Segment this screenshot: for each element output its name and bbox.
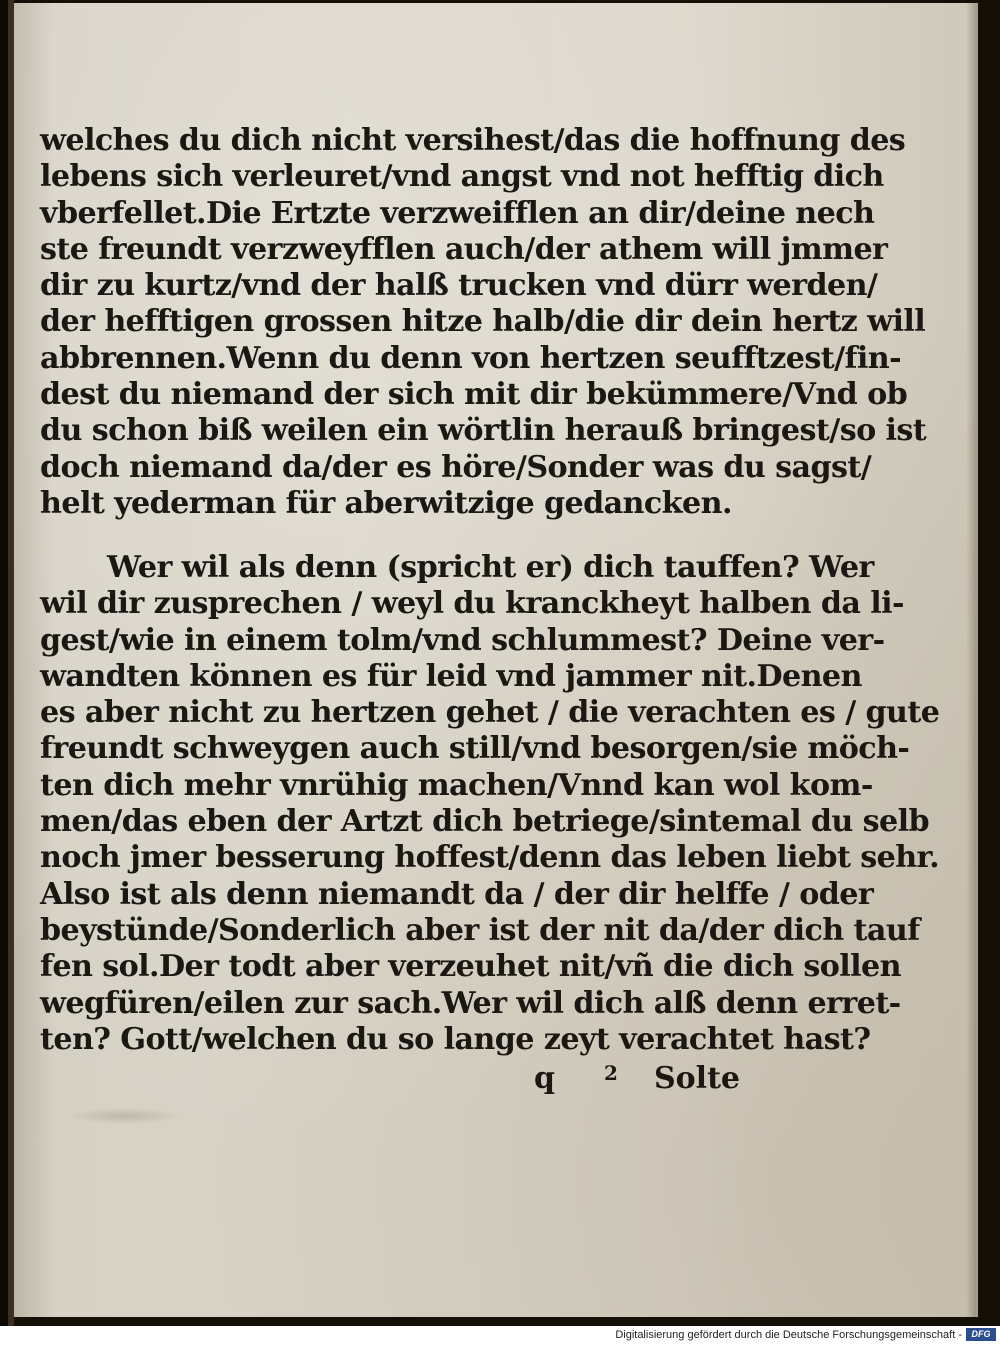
text-line: der hefftigen grossen hitze halb/die dir dein hertz will — [40, 304, 926, 340]
paragraph-1 — [40, 123, 927, 522]
text-line: beystünde/Sonderlich aber ist der nit da/der dich tauf — [40, 912, 920, 948]
paragraph-2 — [40, 550, 940, 1058]
ink-smudge — [64, 1108, 184, 1124]
text-line: Also ist als denn niemandt da / der dir helffe / oder — [40, 876, 874, 912]
text-line: freundt schweygen auch still/vnd besorgen/sie möch- — [40, 731, 910, 767]
text-line: es aber nicht zu hertzen gehet / die verachten es / gute — [40, 695, 940, 731]
text-line: vberfellet.Die Ertzte verzweifflen an dir/deine nech — [40, 195, 875, 231]
text-line: ten dich mehr vnrühig machen/Vnnd kan wol kom- — [40, 767, 873, 803]
catchline — [514, 1061, 774, 1101]
text-line: doch niemand da/der es höre/Sonder was du sagst/ — [40, 449, 872, 485]
text-line: gest/wie in einem tolm/vnd schlummest? Deine ver- — [40, 622, 885, 658]
book-page — [14, 3, 978, 1317]
text-line: Wer wil als denn (spricht er) dich tauffen? Wer — [107, 550, 874, 585]
funding-notice: Digitalisierung gefördert durch die Deutsche Forschungsgemeinschaft - — [615, 1329, 962, 1341]
text-line: lebens sich verleuret/vnd angst vnd not hefftig dich — [40, 159, 884, 195]
text-line: noch jmer besserung hoffest/denn das leben liebt sehr. — [40, 840, 939, 876]
catchword: Solte — [654, 1061, 741, 1096]
text-line: dest du niemand der sich mit dir bekümmere/Vnd ob — [40, 377, 908, 413]
text-line: welches du dich nicht versihest/das die hoffnung des — [40, 123, 906, 158]
text-line: ste freundt verzweyfflen auch/der athem will jmmer — [40, 231, 888, 267]
text-line: abbrennen.Wenn du denn von hertzen seufftzest/fin- — [40, 340, 902, 376]
dfg-logo[interactable]: DFG — [966, 1328, 996, 1341]
text-line: ten? Gott/welchen du so lange zeyt verachtet hast? — [40, 1021, 871, 1057]
text-line: wandten können es für leid vnd jammer nit.Denen — [40, 658, 862, 694]
signature-mark: q — [534, 1061, 555, 1096]
footer-bar — [0, 1326, 1000, 1345]
text-line: wegfüren/eilen zur sach.Wer wil dich alß denn erret- — [40, 985, 901, 1021]
text-line: men/das eben der Artzt dich betriege/sintemal du selb — [40, 804, 930, 840]
page-edge-shadow — [966, 3, 976, 1317]
text-line: dir zu kurtz/vnd der halß trucken vnd dürr werden/ — [40, 268, 878, 304]
signature-number: 2 — [604, 1061, 618, 1085]
text-line: helt yederman für aberwitzige gedancken. — [40, 485, 732, 521]
text-line: wil dir zusprechen / weyl du kranckheyt halben da li- — [40, 586, 904, 622]
text-line: du schon biß weilen ein wörtlin herauß bringest/so ist — [40, 413, 927, 449]
text-line: fen sol.Der todt aber verzeuhet nit/vñ die dich sollen — [40, 949, 901, 985]
